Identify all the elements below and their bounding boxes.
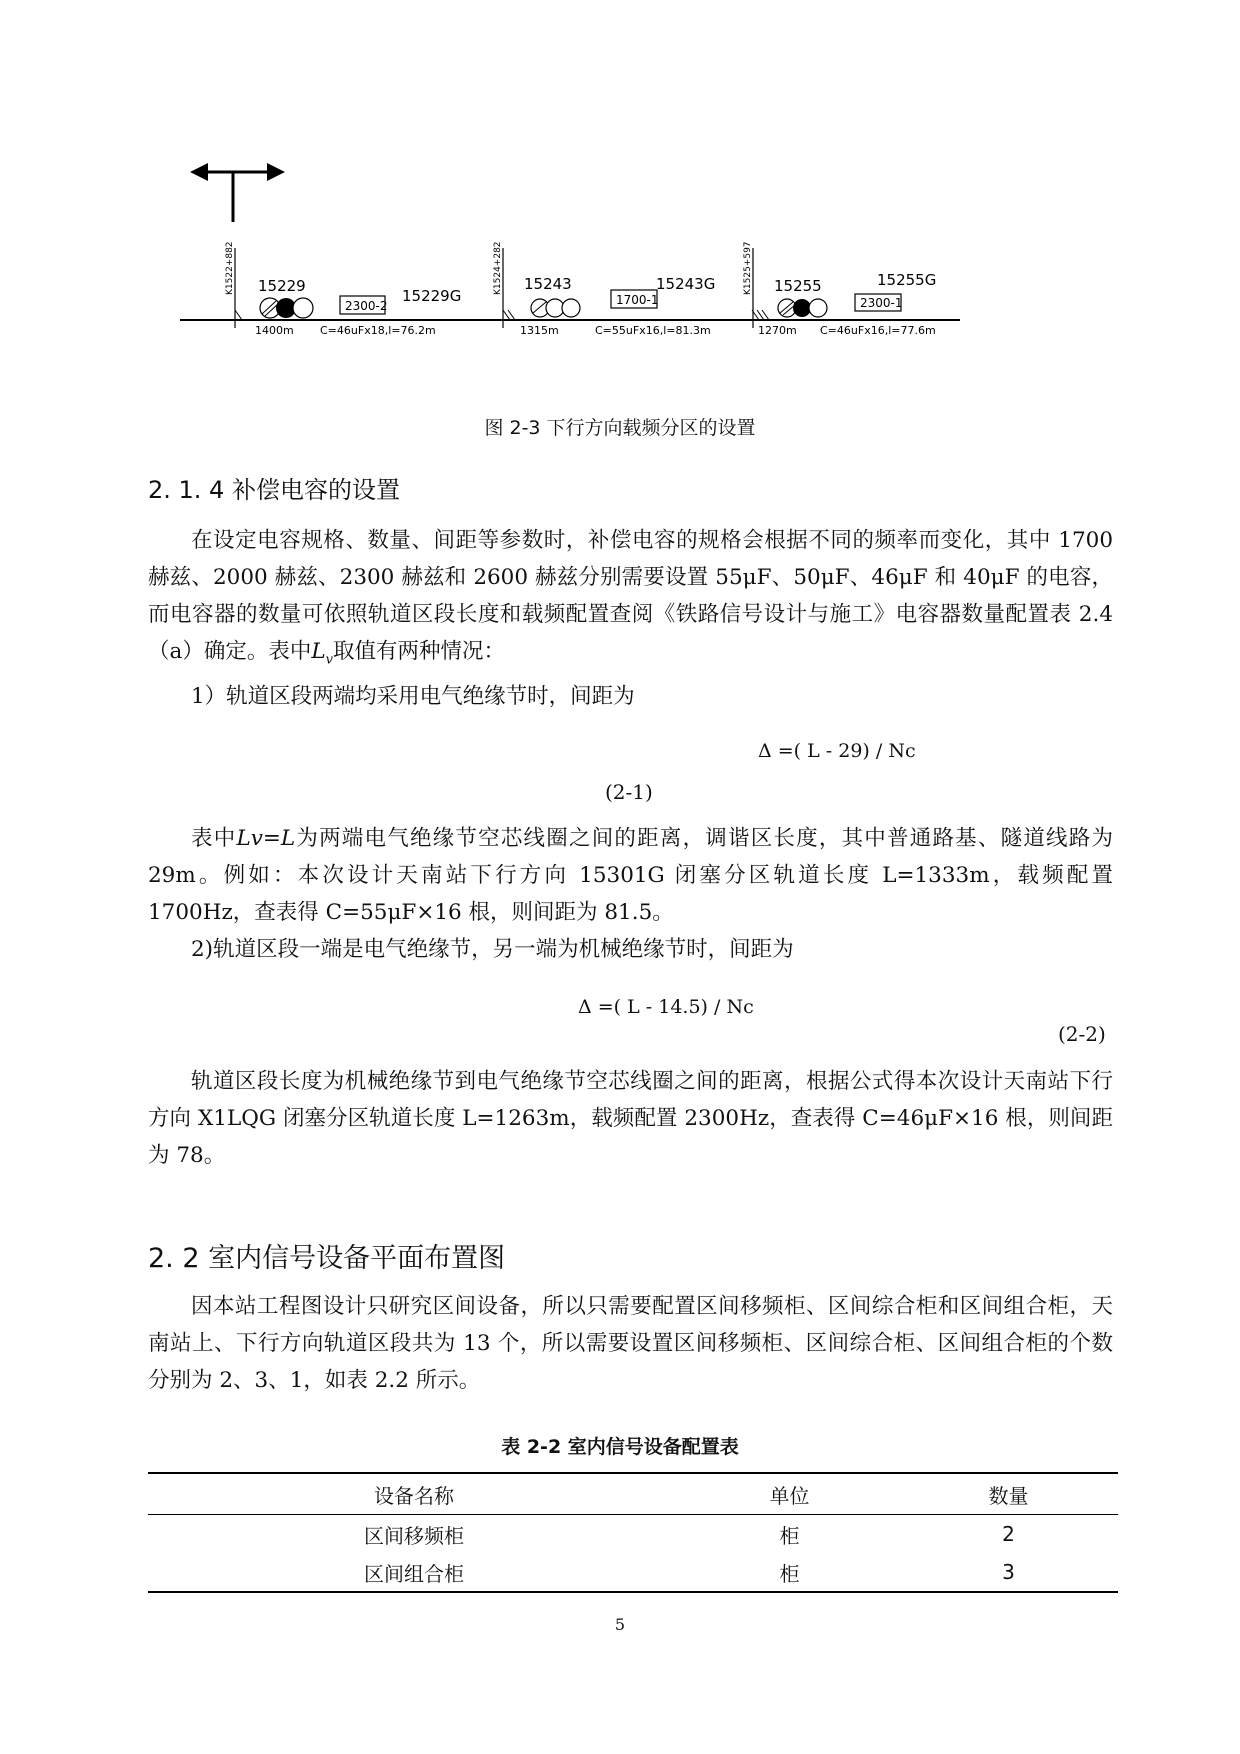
signal-icon	[531, 299, 580, 317]
table-header-row	[148, 1473, 1118, 1515]
paragraph-prefix: 表中	[191, 826, 237, 851]
table-cell: 3	[899, 1553, 1118, 1592]
distance-label: 1400m	[255, 324, 294, 337]
page-number: 5	[614, 1615, 626, 1634]
formula-2-2: Δ =( L - 14.5) / Nc	[578, 996, 754, 1018]
carrier-frequency: 2300-2	[345, 299, 388, 313]
paragraph-text: 因本站工程图设计只研究区间设备，所以只需要配置区间移频柜、区间综合柜和区间组合柜，天南站上、下行方向轨道区段共为 13 个，所以需要设置区间移频柜、区间综合柜、区间组合柜的个数分别为 2、3、1，如表 2.2 所示。	[148, 1294, 1113, 1393]
direction-arrow-icon	[190, 163, 285, 222]
equation-number-2-2: (2-2)	[1058, 1022, 1106, 1046]
column-header: 数量	[899, 1473, 1118, 1515]
carrier-frequency: 1700-1	[616, 293, 659, 307]
capacitor-label: C=46uFx18,l=76.2m	[320, 324, 436, 337]
capacitor-label: C=46uFx16,l=77.6m	[820, 324, 936, 337]
capacitor-label: C=55uFx16,l=81.3m	[595, 324, 711, 337]
track-section-15229	[225, 241, 461, 337]
column-header: 单位	[680, 1473, 899, 1515]
table-cell: 2	[1002, 1522, 1015, 1546]
paragraph-text: 为两端电气绝缘节空芯线圈之间的距离，调谐区长度，其中普通路基、隧道线路为 29m。例如：本次设计天南站下行方向 15301G 闭塞分区轨道长度 L=1333m，载频配置 1700Hz，查表得 C=55μF×16 根，则间距为 81.5。	[148, 826, 1113, 925]
track-name: 15229G	[402, 287, 462, 305]
paragraph-indoor-equipment	[148, 1288, 1113, 1399]
distance-label: 1270m	[758, 324, 797, 337]
table-cell: 区间组合柜	[148, 1553, 680, 1592]
equation-number-2-1: (2-1)	[605, 780, 653, 804]
table-title: 表 2-2 室内信号设备配置表	[501, 1436, 739, 1458]
signal-icon	[260, 298, 313, 318]
table-row	[148, 1553, 1118, 1592]
case-1-text: 1）轨道区段两端均采用电气绝缘节时，间距为	[191, 684, 635, 710]
km-label: K1525+597	[743, 241, 753, 295]
paragraph-example-2	[148, 1063, 1113, 1174]
paragraph-example-1	[148, 820, 1113, 968]
table-cell: 区间移频柜	[363, 1523, 464, 1548]
track-name: 15255G	[877, 271, 937, 289]
section-heading-214: 2. 1. 4 补偿电容的设置	[148, 476, 400, 504]
column-header: 设备名称	[148, 1473, 680, 1515]
paragraph-tail: 取值有两种情况：	[332, 639, 505, 664]
section-heading-22: 2. 2 室内信号设备平面布置图	[148, 1243, 506, 1274]
signal-name: 15243	[524, 275, 572, 293]
track-name: 15243G	[656, 275, 716, 293]
table-cell: 柜	[779, 1523, 800, 1548]
paragraph-capacitor-spec	[148, 522, 1113, 715]
carrier-frequency: 2300-1	[860, 296, 903, 310]
km-label: K1524+282	[493, 241, 503, 295]
symbol-subscript: v	[325, 652, 333, 668]
case-2-text: 2)轨道区段一端是电气绝缘节，另一端为机械绝缘节时，间距为	[191, 937, 794, 962]
formula-2-1: Δ =( L - 29) / Nc	[758, 740, 916, 762]
distance-label: 1315m	[520, 324, 559, 337]
signal-icon	[778, 299, 827, 317]
paragraph-text: 轨道区段长度为机械绝缘节到电气绝缘节空芯线圈之间的距离，根据公式得本次设计天南站下行方向 X1LQG 闭塞分区轨道长度 L=1263m，载频配置 2300Hz，查表得 C=46μF×16 根，则间距为 78。	[148, 1069, 1113, 1168]
track-section-15243	[493, 241, 715, 337]
figure-caption: 图 2-3 下行方向载频分区的设置	[484, 417, 756, 439]
km-label: K1522+882	[225, 241, 235, 295]
symbol-l: L	[311, 639, 326, 664]
signal-name: 15255	[774, 277, 822, 295]
equipment-table	[148, 1472, 1118, 1593]
table-row	[148, 1515, 1118, 1554]
paragraph-text: 在设定电容规格、数量、间距等参数时，补偿电容的规格会根据不同的频率而变化，其中 1700 赫兹、2000 赫兹、2300 赫兹和 2600 赫兹分别需要设置 55μF、50μF、46μF 和 40μF 的电容，而电容器的数量可依照轨道区段长度和载频配置查阅《铁路信号设计与施工》电容器数量配置表 2.4（a）确定。表中	[148, 528, 1113, 664]
signal-name: 15229	[258, 277, 306, 295]
symbol-lv: Lv=L	[236, 826, 296, 851]
track-diagram	[180, 160, 1100, 390]
track-section-15255	[743, 241, 936, 337]
table-cell: 柜	[680, 1553, 899, 1592]
